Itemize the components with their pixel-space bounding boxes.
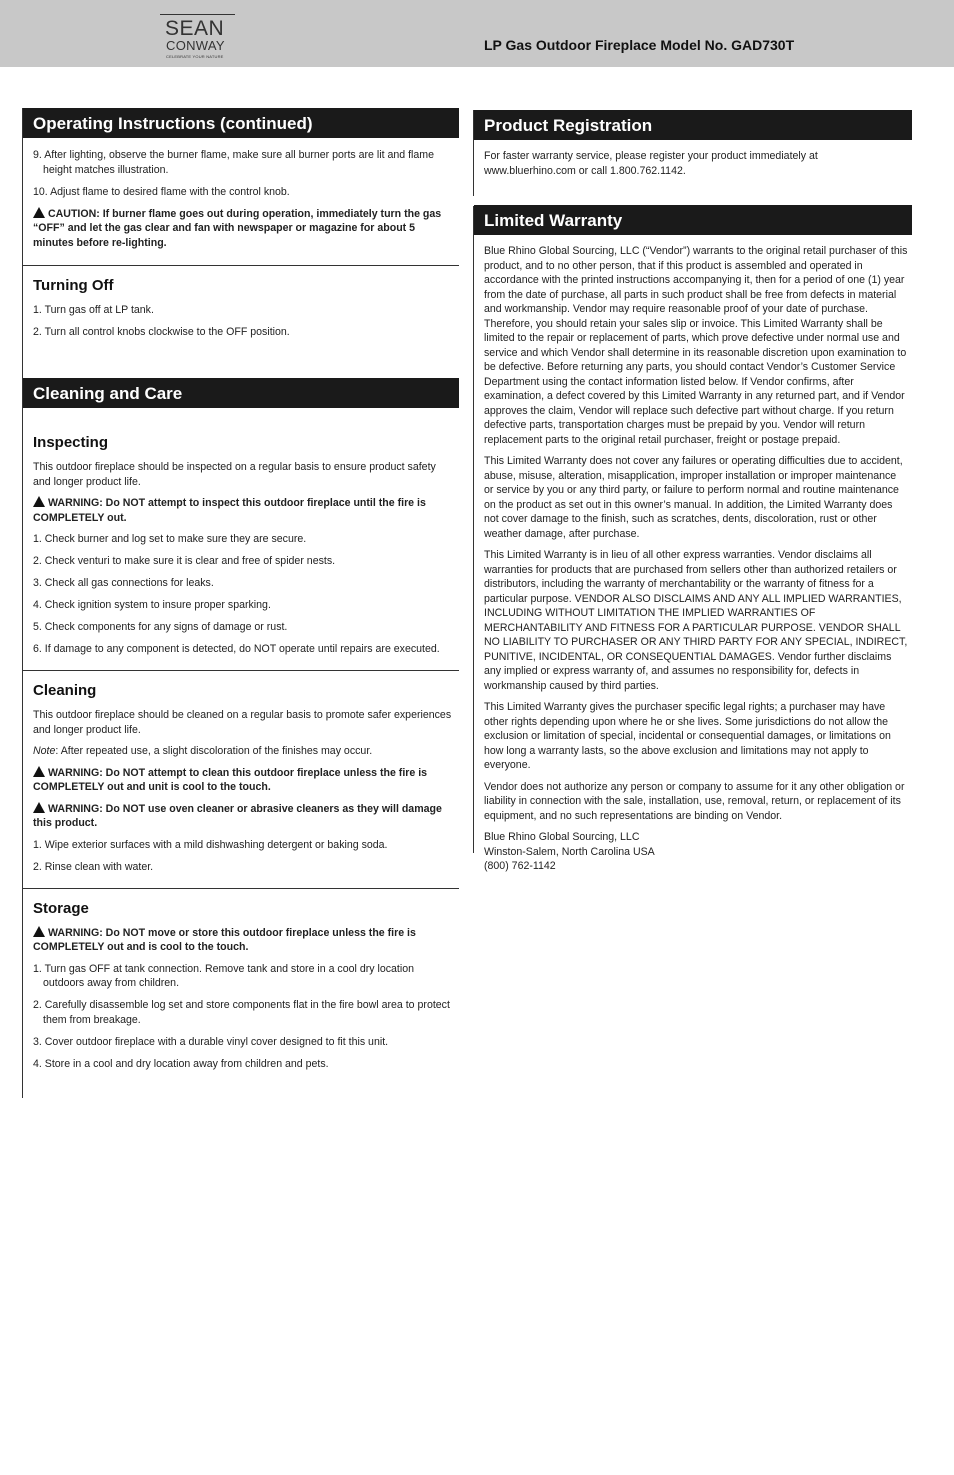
list-item: 4. Store in a cool and dry location away from children and pets.	[33, 1057, 329, 1070]
address-line: Blue Rhino Global Sourcing, LLC	[484, 831, 640, 843]
turning-off-body	[23, 303, 459, 340]
model-title: LP Gas Outdoor Fireplace Model No. GAD730T	[484, 37, 795, 53]
list-item: 1. Check burner and log set to make sure they are secure.	[33, 533, 307, 545]
address-line: Winston-Salem, North Carolina USA	[484, 845, 655, 858]
warning-triangle-icon	[33, 766, 45, 777]
logo-rule	[160, 14, 235, 15]
vendor-address	[484, 830, 908, 874]
inspecting-steps	[33, 532, 455, 657]
storage-steps	[33, 962, 455, 1072]
list-item: 3. Cover outdoor fireplace with a durable vinyl cover designed to fit this unit.	[33, 1035, 389, 1048]
cleaning-heading: Cleaning	[33, 682, 97, 699]
list-item: 2. Carefully disassemble log set and store components flat in the fire bowl area to protect them from breakage.	[33, 999, 450, 1026]
address-line: (800) 762-1142	[484, 860, 556, 872]
sean-conway-logo	[160, 14, 236, 62]
left-column	[23, 108, 459, 1079]
list-item: 2. Rinse clean with water.	[33, 860, 154, 873]
list-item: 9. After lighting, observe the burner flame, make sure all burner ports are lit and flame height matches illustration.	[33, 149, 434, 176]
warranty-paragraph: Vendor does not authorize any person or company to assume for it any other obligation or liability in connection with the sale, installation, use, removal, return, or replacement of its equipment, and no such representations are binding on Vendor.	[484, 780, 905, 822]
turning-off-heading: Turning Off	[33, 277, 114, 294]
warning-text: WARNING: Do NOT move or store this outdoor fireplace unless the fire is COMPLETELY out and is cool to the touch.	[33, 926, 416, 953]
inspecting-body	[23, 460, 459, 657]
list-item: 4. Check ignition system to insure proper sparking.	[33, 599, 271, 611]
operating-instructions-body	[23, 138, 459, 250]
warning-text: WARNING: Do NOT attempt to clean this outdoor fireplace unless the fire is COMPLETELY out and unit is cool to the touch.	[33, 766, 428, 793]
list-item: 5. Check components for any signs of damage or rust.	[33, 621, 288, 633]
list-item: 10. Adjust flame to desired flame with the control knob.	[33, 185, 290, 198]
list-item: 1. Turn gas off at LP tank.	[33, 304, 154, 316]
warranty-paragraph: This Limited Warranty is in lieu of all other express warranties. Vendor disclaims all warranties for products that are purchased from sellers other than authorized retailers or distributors, including the warranty of merchantability or the warranty of fitness for a particular purpose. VENDOR ALSO DISCLAIMS AND ANY ALL IMPLIED WARRANTIES, INCLUDING WITHOUT LIMITATION THE IMPLIED WARRANTIES OF MERCHANTABILITY AND FITNESS FOR A PARTICULAR PURPOSE. VENDOR SHALL NO LIABILITY TO PURCHASER OR ANY THIRD PARTY FOR ANY SPECIAL, INDIRECT, PUNITIVE, INCIDENTAL, OR CONSEQUENTIAL DAMAGES. Vendor further disclaims any implied or express warranty of, and assumes no responsibility for, defects in workmanship caused by third parties.	[484, 549, 908, 692]
inspecting-heading: Inspecting	[33, 434, 109, 451]
warranty-paragraph: Blue Rhino Global Sourcing, LLC (“Vendor”) warrants to the original retail purchaser of this product, and to no other person, that if this product is assembled and operated in accordance with the printed instructions accompanying it, then for a period of one (1) year from the date of purchase, all parts in such product shall be free from defects in material and workmanship. Vendor may require reasonable proof of your date of purchase. Therefore, you should retain your sales slip or invoice. This Limited Warranty shall be limited to the repair or replacement of parts, which prove defective under normal use and service and which Vendor shall determine in its reasonable discretion upon examination to be defective. Before returning any parts, you should contact Vendor’s Customer Service Department using the contact information listed below. If Vendor confirms, after examination, a defect covered by this Limited Warranty in any returned part, and if Vendor approves the claim, Vendor will replace such defective part without charge. If you return defective parts, transportation charges must be prepaid by you. Vendor will return replacement parts to the original retail purchaser, freight or postage prepaid.	[484, 245, 908, 446]
logo-line-1: SEAN	[165, 17, 225, 40]
cleaning-body	[23, 708, 459, 874]
warning-triangle-icon	[33, 207, 45, 218]
limited-warranty-heading: Limited Warranty	[474, 205, 912, 235]
list-item: 2. Check venturi to make sure it is clear and free of spider nests.	[33, 555, 336, 567]
cleaning-note	[33, 744, 455, 759]
turning-off-steps	[33, 303, 455, 340]
logo-tagline: CELEBRATE YOUR NATURE	[166, 54, 224, 59]
warranty-paragraph: This Limited Warranty does not cover any failures or operating difficulties due to accident, abuse, misuse, alteration, misapplication, improper installation or improper maintenance or service by you or any third party, or failure to perform normal and routine maintenance on the product as set out in this owner’s manual. In addition, the Limited Warranty does not cover damage to the finish, such as scratches, dents, discoloration, rust or other weather damage, after purchase.	[484, 455, 903, 540]
registration-text: For faster warranty service, please register your product immediately at www.bluerhino.com or call 1.800.762.1142.	[484, 150, 818, 177]
product-registration-heading: Product Registration	[474, 110, 912, 140]
storage-warning	[33, 926, 455, 955]
list-item: 1. Turn gas OFF at tank connection. Remove tank and store in a cool dry location outdoors away from children.	[33, 962, 414, 989]
caution-text: CAUTION: If burner flame goes out during operation, immediately turn the gas “OFF” and let the gas clear and fan with newspaper or magazine for about 5 minutes before re-lighting.	[33, 207, 442, 249]
caution-note	[33, 207, 455, 251]
logo-line-2: CONWAY	[166, 38, 225, 53]
inspecting-warning	[33, 496, 455, 525]
note-text: : After repeated use, a slight discoloration of the finishes may occur.	[55, 745, 373, 757]
cleaning-intro: This outdoor fireplace should be cleaned on a regular basis to promote safer experiences and longer product life.	[33, 709, 452, 736]
list-item: 1. Wipe exterior surfaces with a mild dishwashing detergent or baking soda.	[33, 838, 388, 851]
warning-triangle-icon	[33, 496, 45, 507]
limited-warranty-body	[474, 235, 912, 874]
storage-heading: Storage	[33, 899, 89, 917]
warranty-paragraph: This Limited Warranty gives the purchaser specific legal rights; a purchaser may have other rights depending upon where he or she lives. Some jurisdictions do not allow the exclusion or limitation of special, incidental or consequential damages, or limitations on how long a warranty lasts, so the above exclusion and limitations may not apply to everyone.	[484, 701, 891, 771]
list-item: 6. If damage to any component is detected, do NOT operate until repairs are executed.	[33, 643, 440, 655]
list-item: 3. Check all gas connections for leaks.	[33, 577, 214, 589]
storage-body	[23, 926, 459, 1072]
operating-instructions-heading: Operating Instructions (continued)	[23, 108, 459, 138]
warning-triangle-icon	[33, 926, 45, 937]
note-label: Note	[33, 745, 56, 757]
page-header	[0, 0, 954, 67]
cleaning-steps	[33, 838, 455, 875]
warning-triangle-icon	[33, 802, 45, 813]
warning-text: WARNING: Do NOT use oven cleaner or abrasive cleaners as they will damage this product.	[33, 802, 442, 829]
inspecting-intro: This outdoor fireplace should be inspected on a regular basis to ensure product safety and longer product life.	[33, 461, 436, 488]
operating-steps	[33, 148, 455, 199]
warning-text: WARNING: Do NOT attempt to inspect this outdoor fireplace until the fire is COMPLETELY out.	[33, 497, 426, 524]
list-item: 2. Turn all control knobs clockwise to the OFF position.	[33, 326, 290, 338]
right-column	[474, 110, 912, 874]
cleaning-care-heading: Cleaning and Care	[23, 378, 459, 408]
cleaning-warning-2	[33, 802, 455, 831]
cleaning-warning-1	[33, 766, 455, 795]
product-registration-body	[474, 140, 912, 178]
